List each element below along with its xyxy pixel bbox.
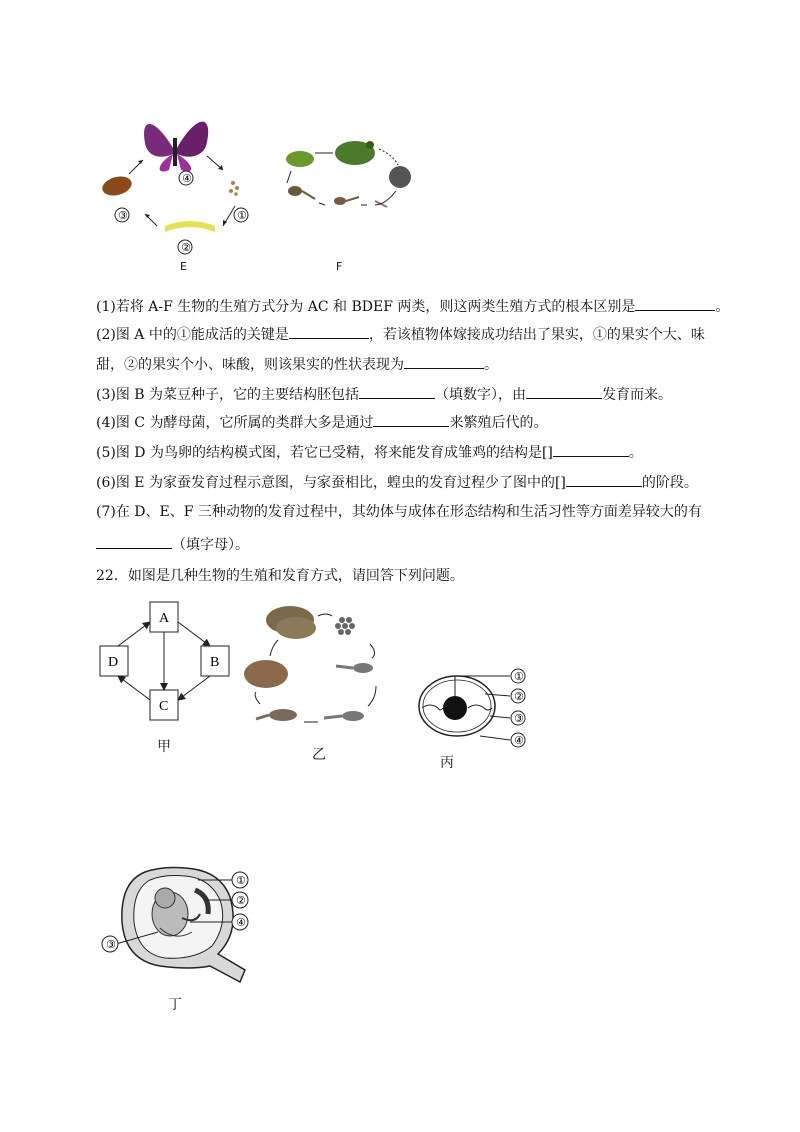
question-1	[96, 296, 729, 317]
bird-egg-structure-figure	[410, 664, 535, 754]
question-1-text: (1)若将 A-F 生物的生殖方式分为 AC 和 BDEF 两类，则这两类生殖方式的根本区别是	[96, 299, 636, 315]
node-a-label: A	[159, 611, 170, 626]
fetus-part-3: ③	[106, 938, 116, 951]
figure-bing-label: 丙	[440, 755, 454, 771]
question-6	[96, 472, 698, 493]
question-4	[96, 412, 547, 433]
node-c-label: C	[159, 699, 169, 714]
question-5	[96, 442, 643, 463]
question-7-line-1	[96, 502, 702, 522]
tadpole-images	[288, 186, 387, 207]
question-22-heading: 22．如图是几种生物的生殖和发育方式，请回答下列问题。	[96, 568, 464, 584]
node-d-label: D	[108, 655, 119, 670]
answer-blank[interactable]	[373, 412, 449, 427]
question-3-mid: （填数字），由	[435, 387, 527, 403]
egg-part-4: ④	[514, 734, 524, 747]
question-4-end: 来繁殖后代的。	[449, 415, 548, 431]
tadpole-image	[336, 663, 373, 673]
question-7-end: （填字母）。	[172, 537, 249, 553]
question-3	[96, 384, 672, 405]
stage-number-1: ①	[237, 209, 247, 222]
frog-metamorphosis-figure	[238, 598, 398, 733]
question-5-end: 。	[628, 445, 643, 461]
stage-number-3: ③	[118, 209, 128, 222]
question-3-end: 发育而来。	[602, 387, 673, 403]
egg-part-2: ②	[514, 690, 524, 703]
question-2-end: 。	[484, 357, 498, 373]
answer-blank[interactable]	[404, 354, 484, 369]
fetus-part-2: ②	[236, 894, 246, 907]
question-2-text: (2)图 A 中的①能成活的关键是	[96, 327, 289, 343]
question-4-text: (4)图 C 为酵母菌，它所属的类群大多是通过	[96, 415, 374, 431]
question-6-text: (6)图 E 为家蚕发育过程示意图，与家蚕相比，蝗虫的发育过程少了图中的[]	[96, 475, 566, 491]
egg-part-3: ③	[514, 712, 524, 725]
stage-number-2: ②	[181, 241, 191, 254]
question-2-line-1	[96, 324, 705, 345]
butterfly-image	[144, 122, 208, 172]
stage-number-4: ④	[182, 172, 192, 185]
answer-blank[interactable]	[289, 324, 369, 339]
question-3-text: (3)图 B 为菜豆种子，它的主要结构胚包括	[96, 387, 360, 403]
figure-e-label: E	[180, 260, 187, 273]
frog-life-cycle-figure	[275, 135, 420, 225]
answer-blank[interactable]	[96, 534, 172, 549]
reproduction-flow-diagram	[100, 600, 240, 725]
fetus-part-1: ①	[236, 874, 246, 887]
adult-frog-image	[244, 660, 288, 688]
tadpole-with-legs-image	[324, 711, 364, 721]
node-b-label: B	[210, 655, 220, 670]
answer-blank[interactable]	[526, 384, 602, 399]
question-7-text: (7)在 D、E、F 三种动物的发育过程中，其幼体与成体在形态结构和生活习性等方面差异较大的有	[96, 504, 702, 520]
answer-blank[interactable]	[359, 384, 435, 399]
egg-part-1: ①	[514, 670, 524, 683]
answer-blank[interactable]	[553, 442, 629, 457]
question-7-line-2	[96, 534, 249, 555]
adult-frog-image	[335, 141, 375, 165]
yolk	[443, 696, 467, 720]
butterfly-life-cycle-figure	[95, 108, 255, 258]
figure-yi-label: 乙	[312, 747, 326, 763]
fetus-in-uterus-figure	[100, 862, 260, 987]
egg-image	[229, 181, 239, 196]
egg-mass-image	[335, 617, 355, 635]
pupa-image	[100, 173, 134, 198]
question-2-line-2	[96, 354, 498, 375]
answer-blank[interactable]	[635, 296, 715, 311]
question-2-mid: ，若该植物体嫁接成功结出了果实，①的果实个大、味	[368, 327, 705, 343]
figure-f-label: F	[336, 260, 343, 273]
question-2-text-2: 甜，②的果实个小、味酸，则该果实的性状表现为	[96, 357, 404, 373]
froglet-image	[256, 709, 297, 721]
question-1-end: 。	[715, 299, 730, 315]
fetus-part-4: ④	[236, 916, 246, 929]
figure-jia-label: 甲	[157, 739, 171, 755]
frog-pair-image	[266, 606, 316, 639]
larva-image	[165, 221, 215, 232]
answer-blank[interactable]	[566, 472, 642, 487]
question-6-end: 的阶段。	[641, 475, 698, 491]
figure-ding-label: 丁	[168, 997, 182, 1013]
question-5-text: (5)图 D 为鸟卵的结构模式图，若它已受精，将来能发育成雏鸡的结构是[]	[96, 445, 553, 461]
young-frog-image	[286, 151, 314, 167]
frog-eggs-image	[389, 166, 411, 188]
